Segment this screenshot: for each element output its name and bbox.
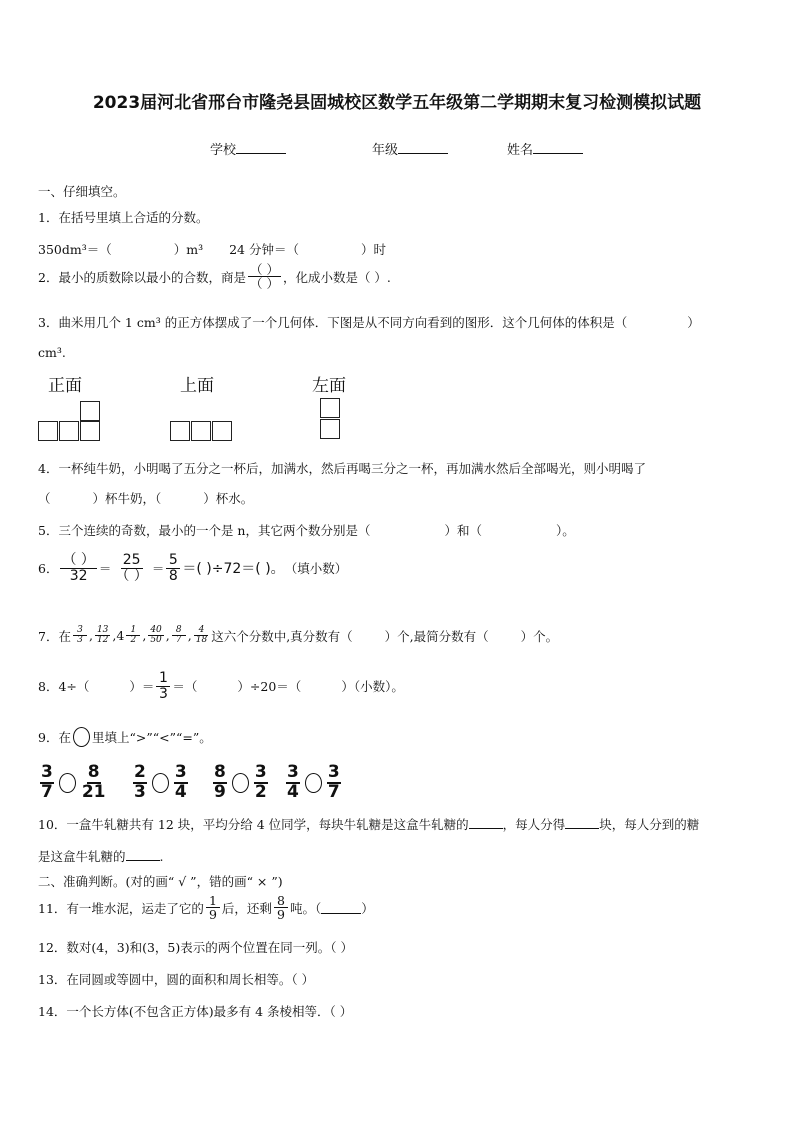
cube-square — [80, 421, 100, 441]
compare-left-fraction: $\frac{3}{7}$ — [41, 762, 53, 802]
front-view-label: 正面 — [48, 376, 82, 396]
compare-oval[interactable] — [152, 773, 169, 793]
question-1: 1．在括号里填上合适的分数。 — [38, 210, 209, 225]
section-2-heading: 二、准确判断。(对的画“ √ ”，错的画“ × ”) — [38, 874, 283, 889]
q6-fraction-1[interactable]: $\frac{( )}{32}$ — [62, 552, 95, 584]
cube-square — [212, 421, 232, 441]
left-view-label: 左面 — [312, 376, 346, 396]
name-blank[interactable] — [533, 141, 583, 154]
name-label: 姓名 — [507, 143, 534, 158]
school-label: 学校 — [210, 143, 237, 158]
question-9: 9．在 里填上“>”“<”“=”。 — [38, 727, 212, 747]
question-5: 5．三个连续的奇数，最小的一个是 n，其它两个数分别是（ ）和（ ）。 — [38, 523, 575, 538]
question-3: 3．曲米用几个 1 cm³ 的正方体摆成了一个几何体．下图是从不同方向看到的图形．这个几何体的体积是（ ） — [38, 315, 700, 330]
cube-square — [320, 419, 340, 439]
section-1-heading: 一、仔细填空。 — [38, 184, 126, 199]
school-blank[interactable] — [236, 141, 286, 154]
compare-right-fraction: $\frac{3}{7}$ — [327, 762, 340, 802]
cube-square — [80, 401, 100, 421]
question-4: 4．一杯纯牛奶，小明喝了五分之一杯后，加满水，然后再喝三分之一杯，再加满水然后全部喝光，则小明喝了 — [38, 461, 646, 476]
compare-left-fraction: $\frac{8}{9}$ — [214, 762, 226, 802]
question-8: 8．4÷（ ）＝ $\frac{1}{3}$ ＝（ ）÷20＝（ ）（小数）。 — [38, 670, 404, 702]
q6-expression[interactable]: ＝( )÷72＝( )。 — [182, 561, 285, 578]
question-2: 2．最小的质数除以最小的合数，商是 $\frac{( )}{( )}$ ，化成小数是（ ）. — [38, 262, 391, 292]
question-12: 12．数对(4，3)和(3，5)表示的两个位置在同一列。（ ） — [38, 940, 353, 955]
compare-oval[interactable] — [305, 773, 322, 793]
compare-item — [210, 764, 271, 802]
question-14: 14．一个长方体(不包含正方体)最多有 4 条棱相等．（ ） — [38, 1004, 353, 1019]
cube-square — [320, 398, 340, 418]
q7-fraction: $\frac{8}{7}$ — [172, 626, 186, 646]
q6-fraction-3: $\frac{5}{8}$ — [166, 553, 180, 583]
compare-right-fraction: $\frac{3}{2}$ — [254, 762, 267, 802]
compare-left-fraction: $\frac{2}{3}$ — [134, 762, 146, 802]
question-13: 13．在同圆或等圆中，圆的面积和周长相等。（ ） — [38, 972, 315, 987]
compare-oval[interactable] — [232, 773, 249, 793]
compare-item — [283, 764, 344, 802]
cube-square — [38, 421, 58, 441]
q6-fraction-2[interactable]: $\frac{25}{( )}$ — [115, 552, 148, 584]
question-10-cont: 是这盒牛轧糖的 . — [38, 849, 164, 864]
compare-right-fraction: $\frac{8}{21}$ — [81, 762, 106, 802]
q10-answer-2[interactable] — [565, 816, 599, 829]
compare-item — [130, 764, 191, 802]
cube-square — [59, 421, 79, 441]
compare-item — [37, 764, 110, 802]
grade-blank[interactable] — [398, 141, 448, 154]
q8-fraction: $\frac{1}{3}$ — [156, 671, 170, 701]
compare-left-fraction: $\frac{3}{4}$ — [287, 762, 299, 802]
compare-oval[interactable] — [59, 773, 76, 793]
q10-answer-1[interactable] — [469, 816, 503, 829]
oval-icon — [73, 727, 90, 747]
page-title: 2023届河北省邢台市隆尧县固城校区数学五年级第二学期期末复习检测模拟试题 — [92, 93, 702, 113]
grade-label: 年级 — [372, 143, 399, 158]
q7-fraction: $\frac{1}{2}$ — [126, 626, 140, 646]
compare-right-fraction: $\frac{3}{4}$ — [174, 762, 187, 802]
q11-fraction-2: $\frac{8}{9}$ — [274, 894, 288, 921]
question-4-answers: （ ）杯牛奶，（ ）杯水。 — [38, 491, 254, 506]
top-view-label: 上面 — [180, 376, 214, 396]
q10-answer-3[interactable] — [126, 848, 160, 861]
question-3-unit: cm³. — [38, 345, 66, 360]
question-11: 11．有一堆水泥，运走了它的 $\frac{1}{9}$ 后，还剩 $\frac{8}{9}$ 吨。（ ） — [38, 893, 374, 923]
q2-fraction[interactable]: $\frac{( )}{( )}$ — [249, 262, 279, 292]
question-6: 6． $\frac{( )}{32}$ ＝ $\frac{25}{( )}$ ＝ $\frac{5}{8}$ ＝( )÷72＝( )。 （填小数） — [38, 552, 348, 584]
q7-fraction: $\frac{40}{50}$ — [150, 625, 162, 646]
cube-square — [170, 421, 190, 441]
name-field — [507, 139, 583, 158]
q11-answer[interactable] — [321, 901, 361, 914]
cube-square — [191, 421, 211, 441]
q7-fraction: $\frac{4}{18}$ — [195, 625, 208, 646]
q7-fraction: $\frac{13}{12}$ — [96, 625, 109, 646]
q11-fraction-1: $\frac{1}{9}$ — [206, 894, 220, 921]
question-1-items: 350dm³＝（ ）m³ 24 分钟＝（ ）时 — [38, 242, 386, 257]
q7-fraction: $\frac{3}{3}$ — [73, 626, 87, 646]
grade-field — [372, 139, 448, 158]
school-field — [210, 139, 286, 158]
question-10: 10．一盒牛轧糖共有 12 块，平均分给 4 位同学，每块牛轧糖是这盒牛轧糖的 ，每人分得 块，每人分到的糖 — [38, 817, 700, 832]
question-7: 7．在 $\frac{3}{3}$ , $\frac{13}{12}$ , 4 $\frac{1}{2}$ , $\frac{40}{50}$ , $\frac{8}{7}$ , $\frac{4}{18}$ 这六个分数中,真分数有（ ）个,最简分数有（ ）个。 — [38, 625, 559, 646]
q6-note: （填小数） — [284, 561, 348, 577]
